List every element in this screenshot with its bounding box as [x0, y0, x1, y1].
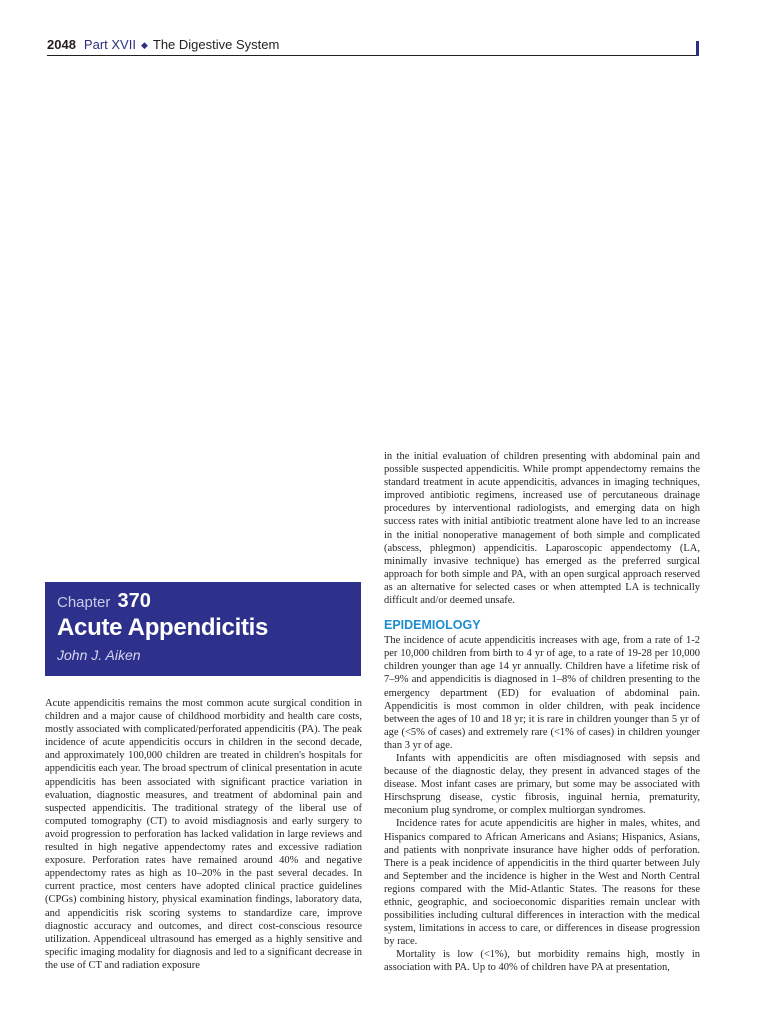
- left-text-column: [45, 697, 362, 972]
- epidemiology-heading: EPIDEMIOLOGY: [384, 618, 481, 633]
- intro-paragraph: Acute appendicitis remains the most common acute surgical condition in children and a major cause of childhood morbidity and health care costs, mostly associated with complicated/perforated appendicitis (PA). The peak incidence of acute appendicitis occurs in children in the second decade, and approximately 100,000 children are treated in children's hospitals for appendicitis each year. The broad spectrum of clinical presentation in acute appendicitis has been associated with significant practice variation in evaluation, diagnostic measures, and treatment of abdominal pain and suspected appendicitis. The traditional strategy of the liberal use of computed tomography (CT) to avoid misdiagnosis and early surgery to avoid progression to perforation has lacked validation in large reviews and resulted in high negative appendectomy rates and excessive radiation exposure. Perforation rates have remained around 40% and negative appendectomy rates as high as 10–20% in the past several decades. In current practice, most centers have adopted clinical practice guidelines (CPGs) combining history, physical examination findings, laboratory data, and appendicitis risk scoring systems to standardize care, improve diagnostic accuracy and outcomes, and direct cost-conscious resource utilization. Appendiceal ultrasound has emerged as a highly sensitive and specific imaging modality for diagnosis and led to a significant decrease in the use of CT and radiation exposure: [45, 698, 362, 971]
- epidemiology-paragraph: Incidence rates for acute appendicitis are higher in males, whites, and Hispanics compared to African Americans and Asians; Hispanics, Asians, and patients with nonprivate insurance have higher odds of perforation. There is a peak incidence of appendicitis in the third quarter between July and September and the incidence is higher in the West and North Central regions compared with the Mid-Atlantic States. The reasons for these ethnic, geographic, and socioeconomic disparities remain unclear with possibilities including cultural differences in interaction with the medical system, limitations in access to care, or differences in disease progression by race.: [384, 818, 700, 948]
- right-text-column: [384, 450, 700, 975]
- epidemiology-paragraph: The incidence of acute appendicitis increases with age, from a rate of 1-2 per 10,000 children from birth to 4 yr of age, to a rate of 19-28 per 10,000 children younger than age 14 yr annually. Children have a lifetime risk of 7–9% and appendicitis is diagnosed in 1–8% of children presenting to the emergency department (ED) for evaluation of abdominal pain. Appendicitis is most common in older children, with peak incidence between the ages of 10 and 18 yr; it is rare in children younger than 5 yr of age (<5% of cases) and extremely rare (<1% of cases) in children younger than 3 yr of age.: [384, 635, 700, 751]
- header-rule-tick: [696, 41, 699, 56]
- section-title: The Digestive System: [152, 37, 280, 52]
- epidemiology-paragraph: Infants with appendicitis are often misdiagnosed with sepsis and because of the diagnostic delay, they present in advanced stages of the disease. Most infant cases are primary, but some may be associated with Hirschsprung disease, cystic fibrosis, inguinal hernia, prematurity, meconium plug syndrome, or complex multiorgan syndromes.: [384, 752, 700, 817]
- epidemiology-paragraph: Mortality is low (<1%), but morbidity remains high, mostly in association with PA. Up to 40% of children have PA at presentation,: [384, 949, 700, 974]
- chapter-label-text: Chapter: [57, 594, 111, 611]
- running-header: [47, 36, 279, 55]
- chapter-author: John J. Aiken: [57, 647, 141, 663]
- part-label: Part XVII: [83, 37, 136, 52]
- page-number: 2048: [47, 37, 76, 52]
- chapter-number: 370: [117, 590, 151, 612]
- header-rule: [47, 55, 699, 56]
- diamond-separator-icon: ◆: [140, 40, 148, 50]
- chapter-title-box: [45, 582, 361, 676]
- chapter-title: Acute Appendicitis: [57, 614, 269, 641]
- continuation-paragraph: in the initial evaluation of children presenting with abdominal pain and possible suspected appendicitis. While prompt appendectomy remains the standard treatment in acute appendicitis, advances in imaging techniques, improved antibiotic regimens, increased use of percutaneous drainage procedures by interventional radiologists, and emerging data on high success rates with initial antibiotic treatment alone have led to an increase in the initial nonoperative management of both simple and complicated (abscess, phlegmon) appendicitis. Laparoscopic appendectomy (LA, minimally invasive technique) has emerged as the preferred surgical approach for both simple and PA, with an open surgical approach reserved as an alternative for selected cases or when attempted LA is technically difficult and/or deemed unsafe.: [384, 451, 700, 607]
